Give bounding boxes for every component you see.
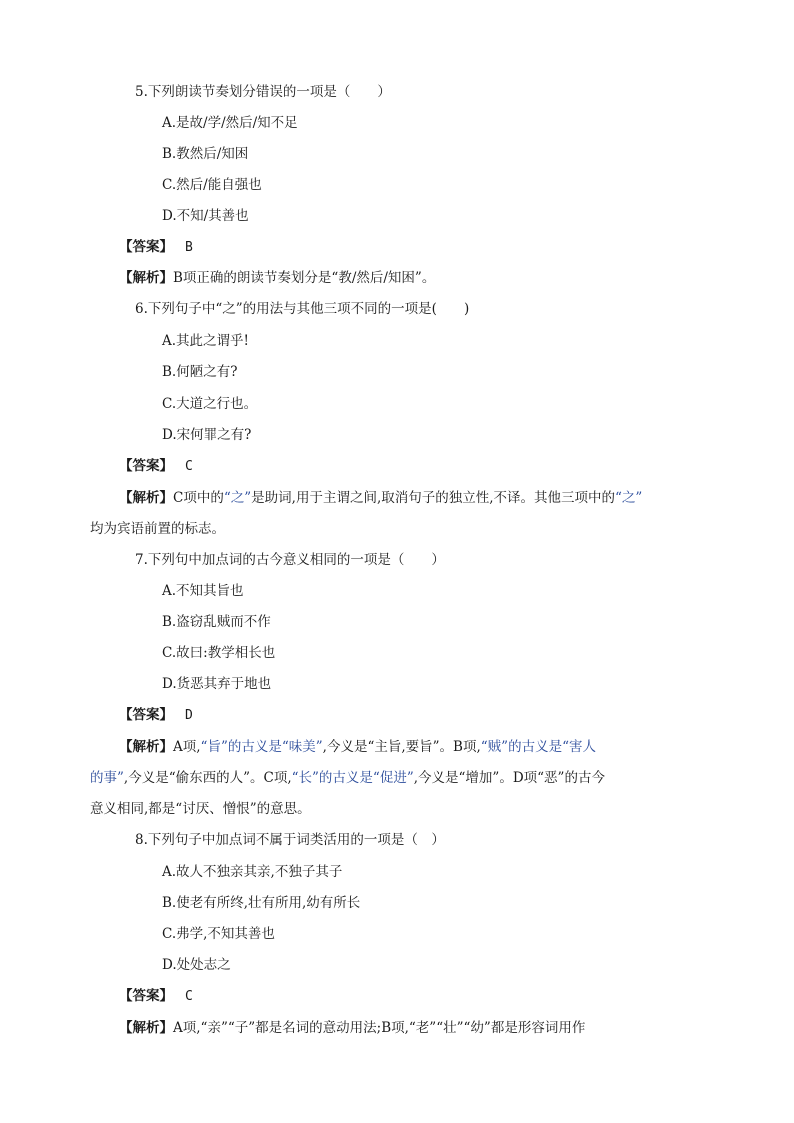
question-8-option-a: A.故人不独亲其亲,不独子其子 — [162, 864, 343, 880]
analysis-text: ,今义是“主旨,要旨”。B项, — [322, 739, 481, 755]
highlighted-quote: “旨”的古义是“味美” — [200, 739, 323, 755]
highlighted-quote: “之” — [223, 490, 252, 506]
question-6-option-b: B.何陋之有? — [162, 364, 238, 380]
analysis-text: 是助词,用于主谓之间,取消句子的独立性,不译。其他三项中的 — [251, 490, 616, 506]
question-5-option-d: D.不知/其善也 — [162, 208, 249, 224]
question-7-analysis-line-3: 意义相同,都是“讨厌、憎恨”的意思。 — [90, 801, 311, 817]
answer-value: C — [185, 459, 193, 474]
answer-tag: 【答案】 — [119, 239, 173, 255]
question-5-option-a: A.是故/学/然后/知不足 — [162, 115, 298, 131]
question-5-option-c: C.然后/能自强也 — [162, 177, 262, 193]
highlighted-quote: 的事” — [90, 770, 124, 786]
question-8-option-c: C.弗学,不知其善也 — [162, 926, 275, 942]
analysis-text: C项中的 — [173, 490, 224, 506]
analysis-tag: 【解析】 — [119, 490, 173, 506]
question-8-option-d: D.处处志之 — [162, 957, 231, 973]
answer-value: B — [185, 240, 193, 255]
analysis-text: ,今义是“增加”。D项“恶”的古今 — [413, 770, 605, 786]
answer-value: D — [185, 708, 193, 723]
question-7-option-d: D.货恶其弃于地也 — [162, 676, 272, 692]
analysis-tag: 【解析】 — [119, 739, 173, 755]
analysis-text: A项,“亲”“子”都是名词的意动用法;B项,“老”“壮”“幼”都是形容词用作 — [173, 1020, 586, 1036]
question-7-answer — [119, 705, 193, 726]
question-8-answer — [119, 986, 193, 1007]
answer-tag: 【答案】 — [119, 707, 173, 723]
question-6-option-a: A.其此之谓乎! — [162, 333, 249, 349]
question-8-option-b: B.使老有所终,壮有所用,幼有所长 — [162, 895, 361, 911]
answer-value: C — [185, 989, 193, 1004]
analysis-tag: 【解析】 — [119, 270, 173, 286]
question-6-answer — [119, 456, 193, 477]
analysis-text: A项, — [173, 739, 201, 755]
question-7-option-c: C.故曰:教学相长也 — [162, 645, 276, 661]
question-7-analysis-line-1 — [119, 737, 596, 757]
highlighted-quote: “之” — [615, 490, 643, 506]
question-6-stem: 6.下列句子中“之”的用法与其他三项不同的一项是( ) — [135, 301, 470, 317]
answer-tag: 【答案】 — [119, 988, 173, 1004]
question-5-analysis — [119, 268, 435, 288]
question-6-analysis-line-2: 均为宾语前置的标志。 — [90, 521, 225, 537]
question-5-stem: 5.下列朗读节奏划分错误的一项是（ ） — [135, 84, 391, 100]
question-7-analysis-line-2 — [90, 768, 605, 788]
question-6-analysis-line-1 — [119, 488, 642, 508]
highlighted-quote: “贼”的古义是“害人 — [480, 739, 596, 755]
question-7-stem: 7.下列句中加点词的古今意义相同的一项是（ ） — [135, 552, 445, 568]
question-5-option-b: B.教然后/知困 — [162, 146, 249, 162]
analysis-text: ,今义是“偷东西的人”。C项, — [123, 770, 292, 786]
analysis-tag: 【解析】 — [119, 1020, 173, 1036]
question-8-stem: 8.下列句子中加点词不属于词类活用的一项是（ ） — [135, 832, 445, 848]
question-6-option-c: C.大道之行也。 — [162, 396, 258, 412]
answer-tag: 【答案】 — [119, 458, 173, 474]
question-8-analysis-line-1 — [119, 1018, 585, 1038]
question-7-option-b: B.盗窃乱贼而不作 — [162, 614, 271, 630]
question-6-option-d: D.宋何罪之有? — [162, 427, 252, 443]
analysis-text: B项正确的朗读节奏划分是“教/然后/知困”。 — [173, 270, 436, 286]
question-7-option-a: A.不知其旨也 — [162, 583, 244, 599]
highlighted-quote: “长”的古义是“促进” — [291, 770, 414, 786]
question-5-answer — [119, 237, 193, 258]
